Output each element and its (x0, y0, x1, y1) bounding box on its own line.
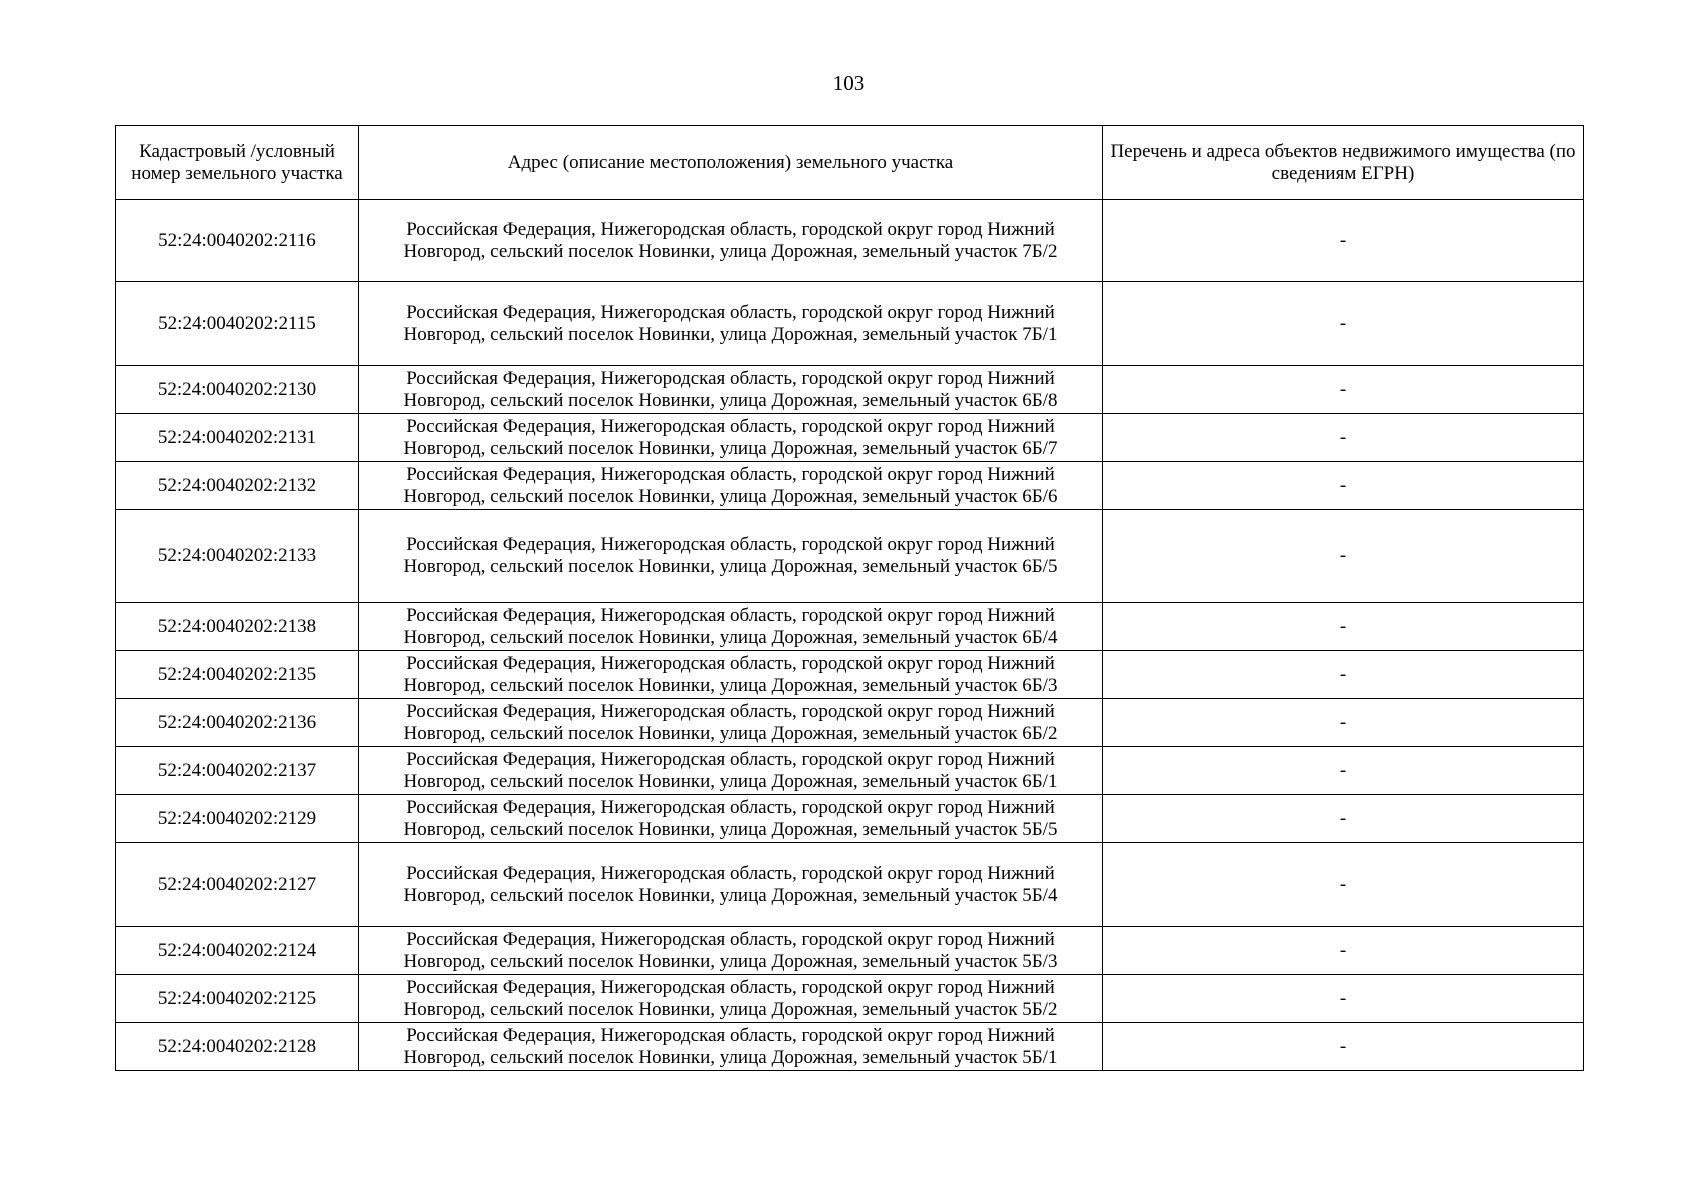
land-plots-table (115, 125, 1584, 1071)
address-line: Российская Федерация, Нижегородская область, городской округ город Нижний (406, 700, 1055, 722)
cadastral-number-cell: 52:24:0040202:2128 (116, 1023, 359, 1071)
address-line: Российская Федерация, Нижегородская область, городской округ город Нижний (406, 301, 1055, 323)
address-line: Новгород, сельский поселок Новинки, улица Дорожная, земельный участок 5Б/1 (403, 1046, 1058, 1068)
cadastral-number-cell: 52:24:0040202:2138 (116, 603, 359, 651)
table-row (116, 699, 1584, 747)
address-cell (359, 200, 1103, 282)
cadastral-number-cell: 52:24:0040202:2124 (116, 927, 359, 975)
objects-cell: - (1103, 1023, 1584, 1071)
objects-cell: - (1103, 510, 1584, 603)
address-line: Новгород, сельский поселок Новинки, улица Дорожная, земельный участок 6Б/3 (403, 674, 1058, 696)
objects-cell: - (1103, 462, 1584, 510)
cadastral-number-cell: 52:24:0040202:2129 (116, 795, 359, 843)
objects-cell: - (1103, 927, 1584, 975)
table-row (116, 282, 1584, 366)
address-line: Российская Федерация, Нижегородская область, городской округ город Нижний (406, 928, 1055, 950)
address-cell (359, 462, 1103, 510)
address-cell (359, 747, 1103, 795)
address-line: Российская Федерация, Нижегородская область, городской округ город Нижний (406, 796, 1055, 818)
table-row (116, 366, 1584, 414)
address-cell (359, 603, 1103, 651)
address-cell (359, 414, 1103, 462)
address-line: Новгород, сельский поселок Новинки, улица Дорожная, земельный участок 5Б/4 (403, 884, 1058, 906)
address-cell (359, 510, 1103, 603)
table-row (116, 975, 1584, 1023)
address-cell (359, 651, 1103, 699)
page-number: 103 (832, 71, 865, 95)
address-cell (359, 1023, 1103, 1071)
cadastral-number-cell: 52:24:0040202:2133 (116, 510, 359, 603)
cadastral-number-cell: 52:24:0040202:2130 (116, 366, 359, 414)
address-cell (359, 282, 1103, 366)
address-cell (359, 795, 1103, 843)
header-cadastral-number: Кадастровый /условный номер земельного участка (116, 126, 359, 200)
objects-cell: - (1103, 414, 1584, 462)
address-line: Новгород, сельский поселок Новинки, улица Дорожная, земельный участок 7Б/1 (403, 323, 1058, 345)
objects-cell: - (1103, 795, 1584, 843)
address-line: Российская Федерация, Нижегородская область, городской округ город Нижний (406, 862, 1055, 884)
header-address: Адрес (описание местоположения) земельного участка (359, 126, 1103, 200)
address-line: Российская Федерация, Нижегородская область, городской округ город Нижний (406, 748, 1055, 770)
address-line: Новгород, сельский поселок Новинки, улица Дорожная, земельный участок 6Б/7 (403, 437, 1058, 459)
address-line: Российская Федерация, Нижегородская область, городской округ город Нижний (406, 604, 1055, 626)
table-header-row (116, 126, 1584, 200)
objects-cell: - (1103, 366, 1584, 414)
table-row (116, 603, 1584, 651)
address-line: Российская Федерация, Нижегородская область, городской округ город Нижний (406, 652, 1055, 674)
cadastral-number-cell: 52:24:0040202:2132 (116, 462, 359, 510)
cadastral-number-cell: 52:24:0040202:2137 (116, 747, 359, 795)
cadastral-number-cell: 52:24:0040202:2136 (116, 699, 359, 747)
table-row (116, 462, 1584, 510)
objects-cell: - (1103, 699, 1584, 747)
table-row (116, 414, 1584, 462)
cadastral-number-cell: 52:24:0040202:2127 (116, 843, 359, 927)
objects-cell: - (1103, 200, 1584, 282)
table-row (116, 747, 1584, 795)
cadastral-number-cell: 52:24:0040202:2115 (116, 282, 359, 366)
address-line: Российская Федерация, Нижегородская область, городской округ город Нижний (406, 415, 1055, 437)
cadastral-number-cell: 52:24:0040202:2131 (116, 414, 359, 462)
address-line: Новгород, сельский поселок Новинки, улица Дорожная, земельный участок 5Б/5 (403, 818, 1058, 840)
table-row (116, 795, 1584, 843)
objects-cell: - (1103, 975, 1584, 1023)
table-row (116, 843, 1584, 927)
address-line: Российская Федерация, Нижегородская область, городской округ город Нижний (406, 218, 1055, 240)
table-row (116, 651, 1584, 699)
address-line: Новгород, сельский поселок Новинки, улица Дорожная, земельный участок 6Б/1 (403, 770, 1058, 792)
address-line: Российская Федерация, Нижегородская область, городской округ город Нижний (406, 534, 1055, 555)
objects-cell: - (1103, 603, 1584, 651)
cadastral-number-cell: 52:24:0040202:2116 (116, 200, 359, 282)
address-line: Новгород, сельский поселок Новинки, улица Дорожная, земельный участок 6Б/2 (403, 722, 1058, 744)
objects-cell: - (1103, 747, 1584, 795)
address-cell (359, 366, 1103, 414)
address-line: Новгород, сельский поселок Новинки, улица Дорожная, земельный участок 7Б/2 (403, 240, 1058, 262)
address-cell (359, 975, 1103, 1023)
address-line: Российская Федерация, Нижегородская область, городской округ город Нижний (406, 976, 1055, 998)
address-line: Новгород, сельский поселок Новинки, улица Дорожная, земельный участок 6Б/5 (403, 556, 1058, 577)
address-line: Российская Федерация, Нижегородская область, городской округ город Нижний (406, 463, 1055, 485)
table-row (116, 200, 1584, 282)
header-real-estate-objects: Перечень и адреса объектов недвижимого имущества (по сведениям ЕГРН) (1103, 126, 1584, 200)
cadastral-number-cell: 52:24:0040202:2135 (116, 651, 359, 699)
address-cell (359, 699, 1103, 747)
address-line: Новгород, сельский поселок Новинки, улица Дорожная, земельный участок 5Б/2 (403, 998, 1058, 1020)
address-line: Новгород, сельский поселок Новинки, улица Дорожная, земельный участок 5Б/3 (403, 950, 1058, 972)
address-cell (359, 843, 1103, 927)
address-line: Новгород, сельский поселок Новинки, улица Дорожная, земельный участок 6Б/6 (403, 485, 1058, 507)
objects-cell: - (1103, 843, 1584, 927)
table-row (116, 1023, 1584, 1071)
objects-cell: - (1103, 651, 1584, 699)
address-line: Новгород, сельский поселок Новинки, улица Дорожная, земельный участок 6Б/8 (403, 389, 1058, 411)
cadastral-number-cell: 52:24:0040202:2125 (116, 975, 359, 1023)
address-line: Российская Федерация, Нижегородская область, городской округ город Нижний (406, 1024, 1055, 1046)
address-cell (359, 927, 1103, 975)
table-row (116, 927, 1584, 975)
address-line: Российская Федерация, Нижегородская область, городской округ город Нижний (406, 367, 1055, 389)
table-row (116, 510, 1584, 603)
objects-cell: - (1103, 282, 1584, 366)
address-line: Новгород, сельский поселок Новинки, улица Дорожная, земельный участок 6Б/4 (403, 626, 1058, 648)
